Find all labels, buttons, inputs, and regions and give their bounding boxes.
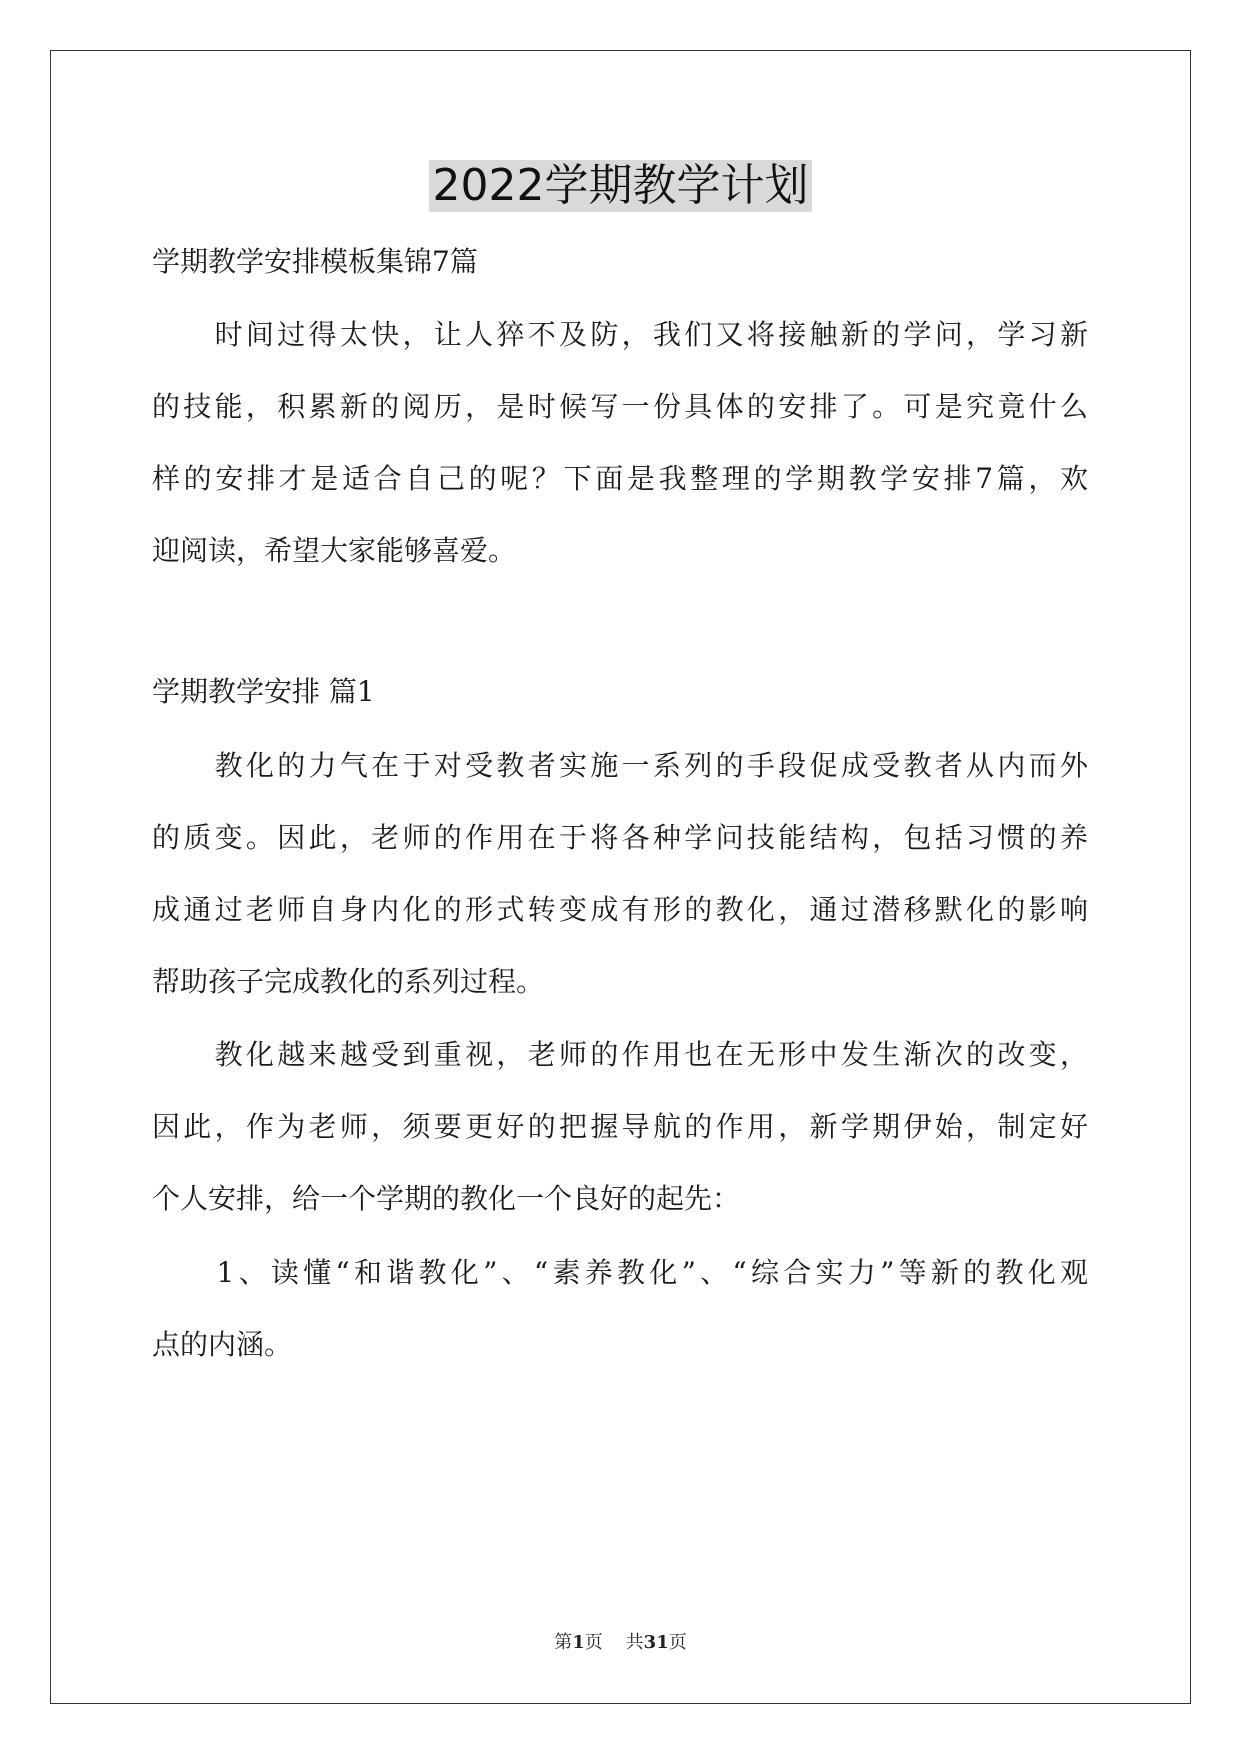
intro-line: 时间过得太快，让人猝不及防，我们又将接触新的学问，学习新 xyxy=(152,318,1088,351)
paragraph-line: 个人安排，给一个学期的教化一个良好的起先： xyxy=(152,1182,741,1215)
page-label-suffix: 页 xyxy=(584,1632,603,1653)
page-label-prefix: 第 xyxy=(554,1632,573,1653)
document-title: 2022学期教学计划 xyxy=(429,160,813,212)
paragraph-line: 的质变。因此，老师的作用在于将各种学问技能结构，包括习惯的养 xyxy=(152,821,1088,854)
intro-line: 迎阅读，希望大家能够喜爱。 xyxy=(152,534,517,567)
title-container xyxy=(0,160,1241,212)
total-suffix: 页 xyxy=(668,1632,687,1653)
paragraph-line: 教化的力气在于对受教者实施一系列的手段促成受教者从内而外 xyxy=(152,749,1088,782)
list-item-line: 点的内涵。 xyxy=(152,1328,293,1361)
paragraph-line: 帮助孩子完成教化的系列过程。 xyxy=(152,965,545,998)
paragraph-line: 因此，作为老师，须要更好的把握导航的作用，新学期伊始，制定好 xyxy=(152,1110,1088,1143)
total-prefix: 共 xyxy=(625,1632,644,1653)
intro-line: 样的安排才是适合自己的呢？下面是我整理的学期教学安排7篇，欢 xyxy=(152,462,1088,495)
intro-line: 的技能，积累新的阅历，是时候写一份具体的安排了。可是究竟什么 xyxy=(152,390,1088,423)
document-subtitle: 学期教学安排模板集锦7篇 xyxy=(152,245,478,278)
paragraph-line: 教化越来越受到重视，老师的作用也在无形中发生渐次的改变， xyxy=(152,1038,1088,1071)
list-item-line: 1、读懂“和谐教化”、“素养教化”、“综合实力”等新的教化观 xyxy=(152,1256,1088,1289)
total-pages: 31 xyxy=(643,1632,669,1653)
section-heading: 学期教学安排 篇1 xyxy=(152,675,375,708)
paragraph-line: 成通过老师自身内化的形式转变成有形的教化，通过潜移默化的影响 xyxy=(152,893,1088,926)
page-border xyxy=(50,50,1191,1704)
page-footer xyxy=(0,1628,1241,1654)
page-number: 1 xyxy=(572,1632,585,1653)
